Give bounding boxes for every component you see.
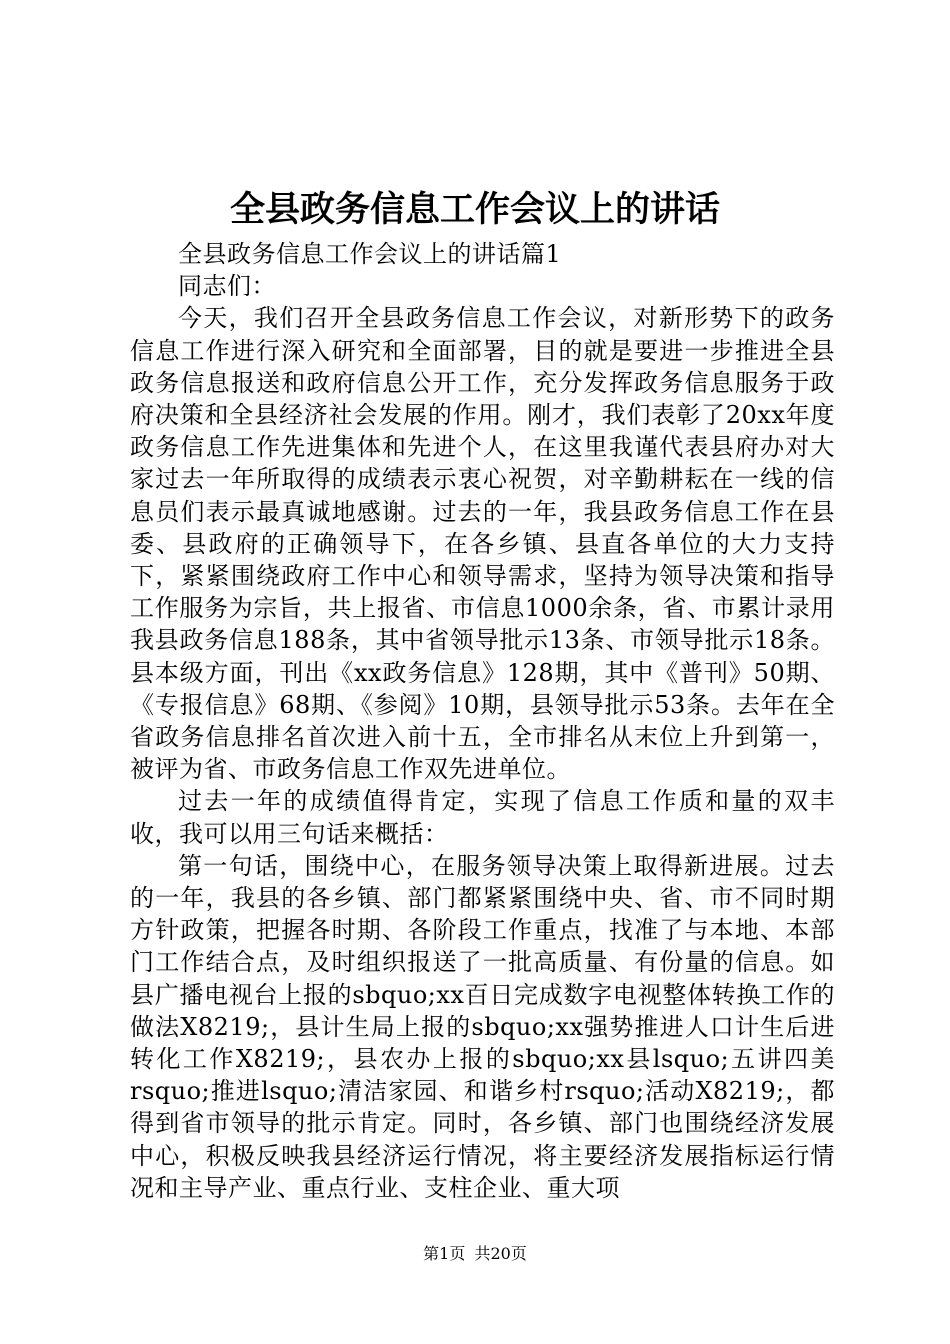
body-paragraph: 过去一年的成绩值得肯定，实现了信息工作质和量的双丰收，我可以用三句话来概括： bbox=[130, 787, 835, 848]
body-paragraph: 今天，我们召开全县政务信息工作会议，对新形势下的政务信息工作进行深入研究和全面部署，目的就是要进一步推进全县政务信息报送和政府信息公开工作，充分发挥政务信息服务于政府决策和全县经济社会发展的作用。刚才，我们表彰了20xx年度政务信息工作先进集体和先进个人，在这里我谨代表县府办对大家过去一年所取得的成绩表示衷心祝贺，对辛勤耕耘在一线的信息员们表示最真诚地感谢。过去的一年，我县政务信息工作在县委、县政府的正确领导下，在各乡镇、县直各单位的大力支持下，紧紧围绕政府工作中心和领导需求，坚持为领导决策和指导工作服务为宗旨，共上报省、市信息1000余条，省、市累计录用我县政务信息188条，其中省领导批示13条、市领导批示18条。县本级方面，刊出《xx政务信息》128期，其中《普刊》50期、《专报信息》68期、《参阅》10期，县领导批示53条。去年在全省政务信息排名首次进入前十五，全市排名从末位上升到第一，被评为省、市政务信息工作双先进单位。 bbox=[130, 304, 835, 784]
salutation: 同志们： bbox=[178, 272, 276, 301]
document-body bbox=[130, 238, 835, 1204]
page-footer bbox=[0, 1244, 950, 1264]
section-heading: 全县政务信息工作会议上的讲话篇1 bbox=[178, 240, 562, 268]
document-title: 全县政务信息工作会议上的讲话 bbox=[229, 189, 720, 230]
page-number: 第1页 bbox=[423, 1244, 466, 1263]
page-total: 共20页 bbox=[474, 1244, 527, 1263]
body-paragraph: 第一句话，围绕中心，在服务领导决策上取得新进展。过去的一年，我县的各乡镇、部门都紧紧围绕中央、省、市不同时期方针政策，把握各时期、各阶段工作重点，找准了与本地、本部门工作结合点，及时组织报送了一批高质量、有份量的信息。如县广播电视台上报的sbquo;xx百日完成数字电视整体转换工作的做法X8219;，县计生局上报的sbquo;xx强势推进人口计生后进转化工作X8219;，县农办上报的sbquo;xx县lsquo;五讲四美rsquo;推进lsquo;清洁家园、和谐乡村rsquo;活动X8219;，都得到省市领导的批示肯定。同时，各乡镇、部门也围绕经济发展中心，积极反映我县经济运行情况，将主要经济发展指标运行情况和主导产业、重点行业、支柱企业、重大项 bbox=[130, 851, 835, 1202]
